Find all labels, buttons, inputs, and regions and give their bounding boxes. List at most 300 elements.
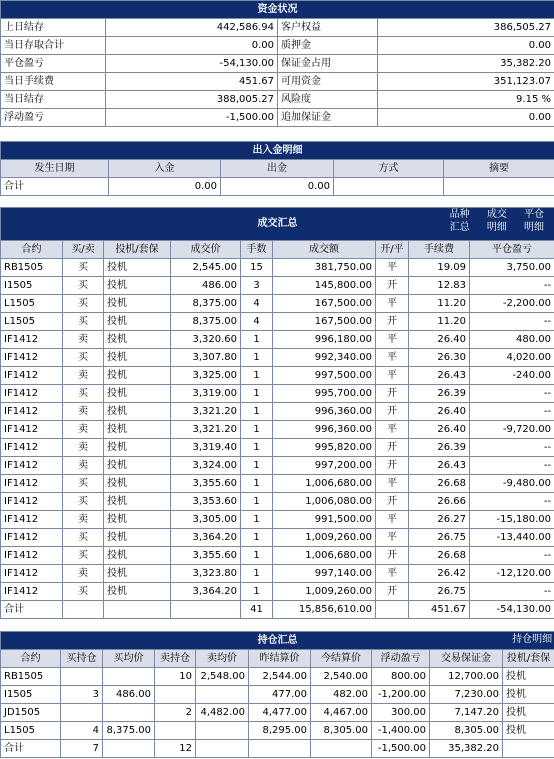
position-cell: 800.00: [372, 668, 430, 686]
trades-total-cell: [104, 601, 171, 619]
inout-column-header: 摘要: [444, 160, 554, 178]
inout-table: [0, 141, 554, 196]
position-cell: 2,548.00: [196, 668, 249, 686]
position-cell: 477.00: [249, 686, 311, 704]
trade-cell: --: [470, 403, 554, 421]
funds-value: 0.00: [106, 37, 278, 55]
trade-cell: --: [470, 313, 554, 331]
trade-cell: 11.20: [409, 295, 470, 313]
trade-cell: IF1412: [1, 331, 63, 349]
trade-cell: --: [470, 583, 554, 601]
position-cell: 3: [61, 686, 103, 704]
trade-row: [1, 295, 554, 313]
position-cell: 8,305.00: [311, 722, 372, 740]
trade-cell: 买: [63, 295, 104, 313]
funds-label: 上日结存: [1, 19, 106, 37]
trade-cell: 8,375.00: [171, 295, 241, 313]
trade-cell: 1: [241, 565, 273, 583]
positions-column-header: 卖持仓: [155, 650, 196, 668]
trades-column-header: 开/平: [376, 241, 409, 259]
position-row: [1, 704, 554, 722]
positions-column-header: 昨结算价: [249, 650, 311, 668]
funds-row: [1, 19, 554, 37]
trades-total-cell: 合计: [1, 601, 63, 619]
position-cell: [155, 722, 196, 740]
trade-cell: 3,321.20: [171, 421, 241, 439]
position-cell: 10: [155, 668, 196, 686]
trade-cell: 26.43: [409, 367, 470, 385]
trade-cell: IF1412: [1, 421, 63, 439]
position-cell: [61, 704, 103, 722]
trade-cell: 26.66: [409, 493, 470, 511]
trade-cell: 1: [241, 349, 273, 367]
trade-cell: 11.20: [409, 313, 470, 331]
trade-cell: 开: [376, 403, 409, 421]
trade-cell: 3,321.20: [171, 403, 241, 421]
positions-column-header: 交易保证金: [430, 650, 503, 668]
trade-cell: 卖: [63, 403, 104, 421]
trade-cell: 投机: [104, 367, 171, 385]
trade-cell: 26.30: [409, 349, 470, 367]
trade-cell: -12,120.00: [470, 565, 554, 583]
trade-row: [1, 403, 554, 421]
link-trade-detail[interactable]: 成交明细: [486, 209, 507, 233]
funds-value: 388,005.27: [106, 91, 278, 109]
positions-column-header: 今结算价: [311, 650, 372, 668]
position-cell: JD1505: [1, 704, 61, 722]
position-cell: L1505: [1, 722, 61, 740]
positions-total-cell: -1,500.00: [372, 740, 430, 758]
trade-cell: 3,355.60: [171, 475, 241, 493]
trade-cell: -9,720.00: [470, 421, 554, 439]
trade-row: [1, 475, 554, 493]
position-cell: 4,477.00: [249, 704, 311, 722]
trades-total-row: [1, 601, 554, 619]
trade-row: [1, 277, 554, 295]
trade-cell: 997,500.00: [273, 367, 376, 385]
trade-cell: 1: [241, 385, 273, 403]
trade-cell: 145,800.00: [273, 277, 376, 295]
trade-cell: 3,325.00: [171, 367, 241, 385]
trade-cell: 投机: [104, 331, 171, 349]
trades-total-cell: -54,130.00: [470, 601, 554, 619]
position-cell: 2: [155, 704, 196, 722]
trade-cell: 买: [63, 349, 104, 367]
positions-column-header: 浮动盈亏: [372, 650, 430, 668]
position-cell: RB1505: [1, 668, 61, 686]
trade-cell: 2,545.00: [171, 259, 241, 277]
trade-cell: 投机: [104, 511, 171, 529]
trade-cell: 卖: [63, 421, 104, 439]
inout-column-header: 出金: [221, 160, 334, 178]
trades-column-header: 成交价: [171, 241, 241, 259]
trade-cell: IF1412: [1, 349, 63, 367]
trade-cell: 开: [376, 457, 409, 475]
funds-label: 平仓盈亏: [1, 55, 106, 73]
trade-cell: 卖: [63, 457, 104, 475]
trade-cell: 平: [376, 331, 409, 349]
funds-value: -54,130.00: [106, 55, 278, 73]
trade-cell: 486.00: [171, 277, 241, 295]
trade-cell: L1505: [1, 313, 63, 331]
trade-cell: 26.43: [409, 457, 470, 475]
inout-total-method: [334, 178, 444, 196]
trade-cell: 26.40: [409, 331, 470, 349]
positions-total-cell: [503, 740, 554, 758]
position-row: [1, 686, 554, 704]
funds-label: 当日手续费: [1, 73, 106, 91]
trade-cell: IF1412: [1, 583, 63, 601]
position-cell: I1505: [1, 686, 61, 704]
trade-cell: --: [470, 439, 554, 457]
trade-cell: 3,319.40: [171, 439, 241, 457]
trade-cell: 卖: [63, 367, 104, 385]
trade-cell: 3,320.60: [171, 331, 241, 349]
trades-column-header: 成交额: [273, 241, 376, 259]
trade-cell: --: [470, 457, 554, 475]
trade-cell: 1: [241, 331, 273, 349]
trade-cell: 1: [241, 511, 273, 529]
trade-cell: --: [470, 385, 554, 403]
trade-cell: 平: [376, 565, 409, 583]
position-cell: 4,482.00: [196, 704, 249, 722]
trade-cell: 买: [63, 385, 104, 403]
position-cell: 486.00: [103, 686, 155, 704]
trade-cell: 997,200.00: [273, 457, 376, 475]
trade-cell: 996,360.00: [273, 403, 376, 421]
trades-links: [450, 208, 552, 234]
trade-cell: 167,500.00: [273, 295, 376, 313]
trade-cell: 买: [63, 259, 104, 277]
trade-cell: 买: [63, 277, 104, 295]
trade-cell: 投机: [104, 385, 171, 403]
inout-title: 出入金明细: [1, 142, 554, 160]
trade-cell: 1: [241, 583, 273, 601]
trade-cell: 3,319.00: [171, 385, 241, 403]
trades-column-header: 手数: [241, 241, 273, 259]
trade-cell: 平: [376, 421, 409, 439]
funds-label: 当日结存: [1, 91, 106, 109]
trades-total-cell: 451.67: [409, 601, 470, 619]
trade-cell: 卖: [63, 565, 104, 583]
trade-cell: 开: [376, 583, 409, 601]
funds-value: 442,586.94: [106, 19, 278, 37]
trade-cell: IF1412: [1, 529, 63, 547]
trade-row: [1, 547, 554, 565]
trade-row: [1, 583, 554, 601]
trade-row: [1, 421, 554, 439]
trade-row: [1, 511, 554, 529]
trade-cell: 卖: [63, 439, 104, 457]
trade-cell: 26.68: [409, 475, 470, 493]
trade-cell: 995,700.00: [273, 385, 376, 403]
trades-column-header: 投机/套保: [104, 241, 171, 259]
trade-cell: IF1412: [1, 367, 63, 385]
positions-total-cell: [249, 740, 311, 758]
trade-cell: 开: [376, 493, 409, 511]
trade-cell: 开: [376, 385, 409, 403]
funds-label: 风险度: [278, 91, 378, 109]
trade-cell: I1505: [1, 277, 63, 295]
trade-cell: 买: [63, 313, 104, 331]
trade-cell: 4: [241, 313, 273, 331]
trade-cell: 投机: [104, 475, 171, 493]
trade-cell: -2,200.00: [470, 295, 554, 313]
trade-cell: 4,020.00: [470, 349, 554, 367]
trade-cell: 投机: [104, 565, 171, 583]
trade-cell: 3,305.00: [171, 511, 241, 529]
trade-cell: 26.39: [409, 439, 470, 457]
trade-cell: 投机: [104, 295, 171, 313]
inout-column-header: 发生日期: [1, 160, 109, 178]
trade-cell: 开: [376, 439, 409, 457]
trade-cell: 3: [241, 277, 273, 295]
trade-cell: L1505: [1, 295, 63, 313]
trade-cell: 1: [241, 493, 273, 511]
position-cell: 7,230.00: [430, 686, 503, 704]
trade-cell: 投机: [104, 313, 171, 331]
trade-cell: IF1412: [1, 547, 63, 565]
trade-cell: -240.00: [470, 367, 554, 385]
link-product-summary[interactable]: 品种汇总: [449, 209, 470, 233]
inout-total-label: 合计: [1, 178, 109, 196]
trade-cell: 1: [241, 403, 273, 421]
funds-value: 0.00: [378, 109, 554, 127]
trade-cell: 投机: [104, 259, 171, 277]
trade-cell: IF1412: [1, 439, 63, 457]
funds-value: -1,500.00: [106, 109, 278, 127]
trade-cell: 买: [63, 493, 104, 511]
trade-cell: 投机: [104, 583, 171, 601]
trade-cell: 投机: [104, 421, 171, 439]
trade-cell: 卖: [63, 331, 104, 349]
trade-cell: 平: [376, 349, 409, 367]
trade-cell: 1,006,680.00: [273, 547, 376, 565]
positions-title: 持仓汇总: [257, 634, 298, 646]
trades-column-header: 买/卖: [63, 241, 104, 259]
trade-cell: 投机: [104, 439, 171, 457]
trade-cell: -9,480.00: [470, 475, 554, 493]
trade-cell: RB1505: [1, 259, 63, 277]
trade-row: [1, 565, 554, 583]
trade-cell: 1,006,680.00: [273, 475, 376, 493]
link-position-detail[interactable]: 持仓明细: [512, 634, 553, 645]
position-cell: [103, 668, 155, 686]
inout-total-out: 0.00: [221, 178, 334, 196]
position-cell: 8,305.00: [430, 722, 503, 740]
position-cell: 2,544.00: [249, 668, 311, 686]
trade-cell: 3,750.00: [470, 259, 554, 277]
funds-label: 客户权益: [278, 19, 378, 37]
position-cell: -1,200.00: [372, 686, 430, 704]
trade-cell: 1: [241, 421, 273, 439]
positions-total-cell: 合计: [1, 740, 61, 758]
positions-total-cell: [196, 740, 249, 758]
trade-cell: 26.39: [409, 385, 470, 403]
position-cell: 12,700.00: [430, 668, 503, 686]
link-close-detail[interactable]: 平仓明细: [524, 209, 545, 233]
trade-row: [1, 493, 554, 511]
position-cell: 8,295.00: [249, 722, 311, 740]
position-cell: 4,467.00: [311, 704, 372, 722]
funds-value: 35,382.20: [378, 55, 554, 73]
funds-title: 资金状况: [1, 1, 554, 19]
trade-cell: 991,500.00: [273, 511, 376, 529]
funds-label: 浮动盈亏: [1, 109, 106, 127]
trades-table: [0, 207, 554, 619]
inout-total-memo: [444, 178, 554, 196]
inout-total-in: 0.00: [109, 178, 221, 196]
trades-total-cell: 41: [241, 601, 273, 619]
trade-cell: 投机: [104, 529, 171, 547]
position-cell: 投机: [503, 686, 554, 704]
trade-cell: 平: [376, 529, 409, 547]
funds-value: 386,505.27: [378, 19, 554, 37]
position-cell: -1,400.00: [372, 722, 430, 740]
funds-row: [1, 37, 554, 55]
funds-value: 451.67: [106, 73, 278, 91]
trade-cell: IF1412: [1, 403, 63, 421]
trade-cell: 8,375.00: [171, 313, 241, 331]
positions-total-cell: 35,382.20: [430, 740, 503, 758]
trade-cell: 投机: [104, 277, 171, 295]
trade-cell: IF1412: [1, 475, 63, 493]
trade-row: [1, 439, 554, 457]
trade-cell: 平: [376, 475, 409, 493]
trade-cell: 26.42: [409, 565, 470, 583]
trade-row: [1, 259, 554, 277]
trades-title: 成交汇总: [257, 218, 298, 229]
trade-cell: IF1412: [1, 457, 63, 475]
trade-cell: 平: [376, 367, 409, 385]
trade-cell: 19.09: [409, 259, 470, 277]
trade-cell: 投机: [104, 403, 171, 421]
trades-column-header: 平仓盈亏: [470, 241, 554, 259]
trade-cell: 3,355.60: [171, 547, 241, 565]
positions-total-cell: [311, 740, 372, 758]
trades-total-cell: [171, 601, 241, 619]
funds-table: [0, 0, 554, 127]
trade-row: [1, 313, 554, 331]
funds-value: 9.15 %: [378, 91, 554, 109]
trade-cell: 3,364.20: [171, 529, 241, 547]
inout-section: [0, 141, 554, 196]
trade-cell: 15: [241, 259, 273, 277]
position-cell: [155, 686, 196, 704]
funds-row: [1, 73, 554, 91]
trade-cell: 1,009,260.00: [273, 529, 376, 547]
trade-row: [1, 529, 554, 547]
trade-cell: 1,009,260.00: [273, 583, 376, 601]
trade-cell: 平: [376, 295, 409, 313]
positions-section: [0, 631, 554, 758]
position-row: [1, 722, 554, 740]
trades-total-cell: [63, 601, 104, 619]
inout-column-header: 方式: [334, 160, 444, 178]
trade-cell: 997,140.00: [273, 565, 376, 583]
position-cell: 投机: [503, 704, 554, 722]
trade-cell: 买: [63, 547, 104, 565]
trade-row: [1, 349, 554, 367]
trade-cell: --: [470, 547, 554, 565]
trade-cell: 3,364.20: [171, 583, 241, 601]
positions-table: [0, 631, 554, 758]
trade-cell: 平: [376, 511, 409, 529]
trade-cell: 996,180.00: [273, 331, 376, 349]
trades-column-header: 手续费: [409, 241, 470, 259]
position-cell: 300.00: [372, 704, 430, 722]
position-cell: 7,147.20: [430, 704, 503, 722]
trades-column-header: 合约: [1, 241, 63, 259]
trade-cell: 1,006,080.00: [273, 493, 376, 511]
trade-cell: 投机: [104, 493, 171, 511]
trade-cell: 381,750.00: [273, 259, 376, 277]
positions-total-cell: 12: [155, 740, 196, 758]
trade-cell: 1: [241, 439, 273, 457]
trade-cell: 4: [241, 295, 273, 313]
funds-label: 质押金: [278, 37, 378, 55]
trade-cell: 买: [63, 529, 104, 547]
trade-cell: 992,340.00: [273, 349, 376, 367]
trade-cell: 26.40: [409, 421, 470, 439]
positions-total-cell: 7: [61, 740, 103, 758]
positions-column-header: 买持仓: [61, 650, 103, 668]
positions-column-header: 合约: [1, 650, 61, 668]
trade-cell: --: [470, 493, 554, 511]
trade-cell: IF1412: [1, 511, 63, 529]
trade-cell: 卖: [63, 511, 104, 529]
trade-cell: 1: [241, 529, 273, 547]
trade-cell: IF1412: [1, 565, 63, 583]
positions-total-row: [1, 740, 554, 758]
funds-section: [0, 0, 554, 127]
trade-cell: 996,360.00: [273, 421, 376, 439]
trade-row: [1, 385, 554, 403]
trade-cell: 平: [376, 259, 409, 277]
trade-cell: 1: [241, 475, 273, 493]
trades-section: [0, 207, 554, 619]
funds-label: 保证金占用: [278, 55, 378, 73]
funds-value: 351,123.07: [378, 73, 554, 91]
trade-cell: --: [470, 277, 554, 295]
trade-cell: -15,180.00: [470, 511, 554, 529]
trade-cell: 3,324.00: [171, 457, 241, 475]
trade-row: [1, 367, 554, 385]
trade-cell: 26.75: [409, 583, 470, 601]
position-cell: [196, 686, 249, 704]
trade-cell: 12.83: [409, 277, 470, 295]
inout-column-header: 入金: [109, 160, 221, 178]
position-cell: [103, 704, 155, 722]
trade-cell: 1: [241, 457, 273, 475]
trade-cell: 26.40: [409, 403, 470, 421]
trade-cell: 投机: [104, 349, 171, 367]
funds-row: [1, 55, 554, 73]
trade-cell: 1: [241, 547, 273, 565]
trade-cell: -13,440.00: [470, 529, 554, 547]
funds-row: [1, 91, 554, 109]
position-cell: 投机: [503, 722, 554, 740]
trade-cell: IF1412: [1, 385, 63, 403]
trade-cell: 995,820.00: [273, 439, 376, 457]
trade-cell: 480.00: [470, 331, 554, 349]
trade-cell: 开: [376, 313, 409, 331]
position-cell: 8,375.00: [103, 722, 155, 740]
position-row: [1, 668, 554, 686]
position-cell: 2,540.00: [311, 668, 372, 686]
trade-cell: 投机: [104, 457, 171, 475]
funds-label: 当日存取合计: [1, 37, 106, 55]
